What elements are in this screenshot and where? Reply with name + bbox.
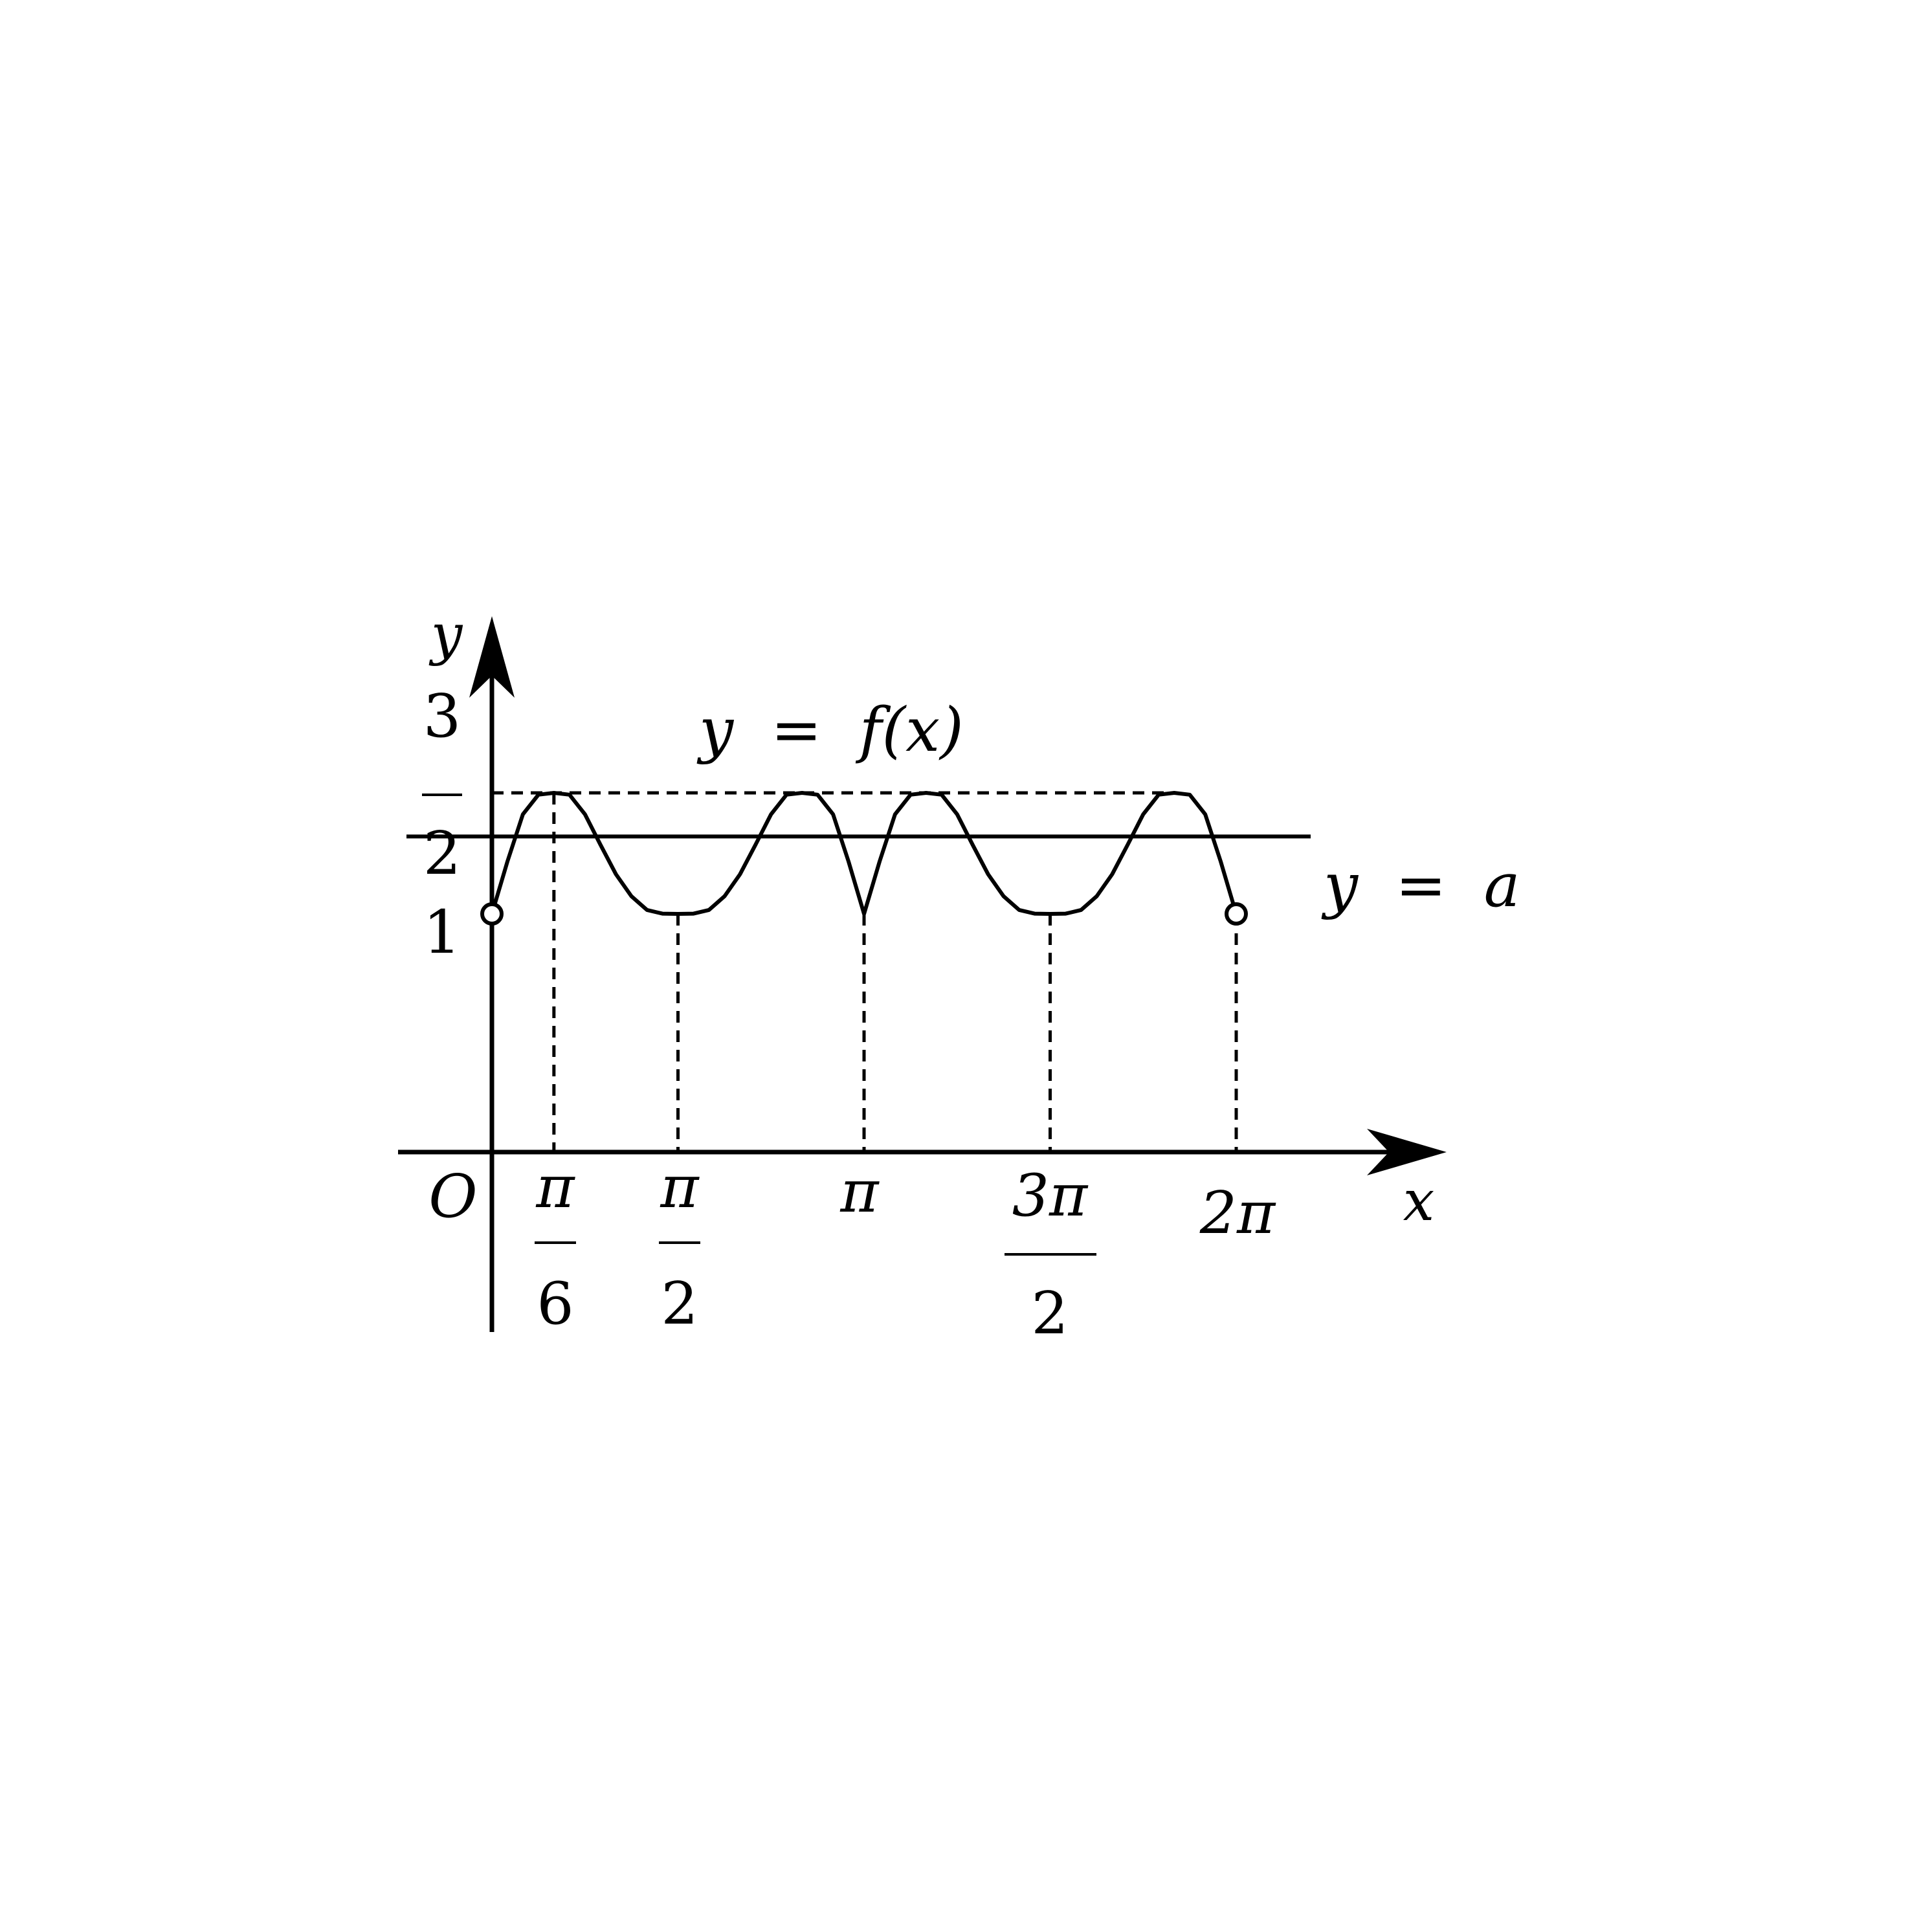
y-tick-1: 1 [423, 898, 461, 967]
line-a-label-lhs: y [1324, 850, 1359, 921]
line-a-label-rhs: a [1483, 850, 1520, 921]
curve-label-lhs: y [699, 695, 734, 766]
x-axis-label: x [1403, 1169, 1435, 1234]
x-tick-pi-over-6-numerator: π [536, 1153, 575, 1221]
x-tick-pi-over-2-numerator: π [660, 1153, 699, 1221]
x-tick-pi-over-6-denominator: 6 [537, 1270, 574, 1338]
x-tick-2pi: 2π [1199, 1179, 1276, 1247]
x-tick-3pi-over-2-numerator: 3π [1012, 1162, 1088, 1230]
line-a-label [1321, 850, 1520, 921]
open-endpoint-left [482, 904, 502, 924]
origin-label: O [428, 1162, 478, 1231]
y-axis-label: y [430, 603, 463, 667]
x-tick-3pi-over-2-denominator: 2 [1031, 1280, 1069, 1348]
line-a-label-eq: = [1395, 850, 1447, 921]
y-tick-3-over-2-denominator: 2 [423, 819, 461, 888]
x-tick-pi-over-2-denominator: 2 [661, 1270, 698, 1338]
curve-f-x [492, 793, 1236, 914]
curve-label-rhs: f(x) [859, 695, 964, 766]
curve-label-eq: = [771, 695, 822, 766]
y-tick-3-over-2-numerator: 3 [423, 682, 461, 751]
open-endpoint-right [1227, 904, 1246, 924]
curve-label [696, 695, 964, 766]
x-tick-pi: π [840, 1158, 879, 1226]
